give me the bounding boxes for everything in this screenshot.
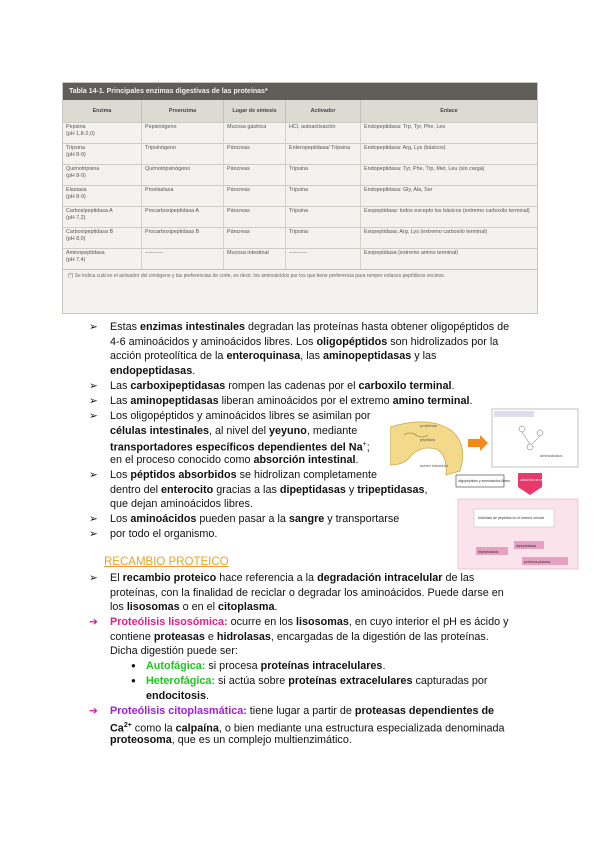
cell-proenzima: Tripsinógeno bbox=[142, 144, 224, 165]
box-mid-text: hidrólisis de péptidos en el interior celular bbox=[478, 516, 544, 520]
cell-activador: Tripsina bbox=[286, 228, 361, 249]
bullet-5-line-2: dentro del enterocito gracias a las dipeptidasas y tripeptidasas, bbox=[110, 483, 428, 496]
section-p1-line-2: proteínas, con la finalidad de reciclar o degradar los aminoácidos. Puede darse en bbox=[110, 586, 504, 599]
bullet-arrow-icon: ➢ bbox=[89, 395, 98, 407]
cell-activador: HCl, autoactivación bbox=[286, 123, 361, 144]
table-header: Activador bbox=[286, 100, 361, 123]
cell-enzima: Elastasa bbox=[66, 187, 87, 193]
cell-lugar: Mucosa intestinal bbox=[224, 249, 286, 270]
bullet-1-line-4: endopeptidasas. bbox=[110, 364, 196, 377]
cell-proenzima: Pepsinógeno bbox=[142, 123, 224, 144]
section-p2-line-1: Proteólisis lisosómica: ocurre en los lisosomas, en cuyo interior el pH es ácido y bbox=[110, 616, 509, 628]
cell-enlace: Endopeptidasa: Tyr, Phe, Trp, Met, Leu (sin carga) bbox=[361, 165, 538, 186]
cell-activador: ---------- bbox=[286, 249, 361, 270]
cell-ph: (pH 8,0) bbox=[66, 236, 86, 242]
bullet-arrow-icon: ➢ bbox=[89, 528, 98, 540]
cell-activador: Tripsina bbox=[286, 207, 361, 228]
cell-enzima: Pepsina bbox=[66, 124, 86, 130]
bullet-1-line-1: Estas enzimas intestinales degradan las proteínas hasta obtener oligopéptidos de bbox=[110, 321, 510, 333]
table-row bbox=[63, 123, 537, 144]
orange-arrow-icon bbox=[468, 435, 488, 451]
bullet-arrow-icon: ➢ bbox=[89, 321, 98, 333]
table-row bbox=[63, 207, 537, 228]
section-heading: RECAMBIO PROTEICO bbox=[104, 556, 229, 568]
table-header: Lugar de síntesis bbox=[224, 100, 286, 123]
bullet-arrow-icon: ➢ bbox=[89, 572, 98, 584]
cell-activador: Enteropeptidasa/ Tripsina bbox=[286, 144, 361, 165]
cell-enlace: Endopeptidasa: Trp, Tyr, Phe, Leu bbox=[361, 123, 538, 144]
table-footnote: (*) Se indica cuál es el activador del cimógeno y las preferencias de corte, es decir, los aminoácidos por los que tiene preferencia para romper enlaces peptídicos vecinos. bbox=[63, 269, 537, 283]
diagram-label-b: péptidos bbox=[420, 437, 436, 442]
bullet-arrow-icon: ➢ bbox=[89, 513, 98, 525]
bullet-arrow-icon: ➢ bbox=[89, 469, 98, 481]
cell-ph: (pH 8-9) bbox=[66, 173, 86, 179]
cell-enzima: Aminopeptidasa bbox=[66, 250, 105, 256]
table-header: Proenzima bbox=[142, 100, 224, 123]
section-p3-line-3: proteosoma, que es un complejo multienzimático. bbox=[110, 734, 352, 747]
cell-enzima: Carboxipeptidasa A bbox=[66, 208, 113, 214]
cell-proenzima: Procarboxipeptidasa A bbox=[142, 207, 224, 228]
cell-lugar: Páncreas bbox=[224, 207, 286, 228]
bullet-arrow-icon: ➢ bbox=[89, 410, 98, 422]
bullet-1-line-2: 4-6 aminoácidos y aminoácidos libres. Los oligopéptidos son hidrolizados por la bbox=[110, 335, 499, 348]
enzyme-table bbox=[63, 100, 537, 269]
bullet-4-line-1: Los oligopéptidos y aminoácidos libres se asimilan por bbox=[110, 410, 371, 422]
section-p2-line-3: Dicha digestión puede ser: bbox=[110, 645, 238, 658]
cell-enzima: Quimotripsina bbox=[66, 166, 100, 172]
cell-lugar: Mucosa gástrica bbox=[224, 123, 286, 144]
dot-bullet-icon: ● bbox=[131, 661, 136, 670]
cell-activador: Tripsina bbox=[286, 186, 361, 207]
section-sub1: Autofágica: si procesa proteínas intracelulares. bbox=[146, 660, 386, 672]
bullet-4-line-2: células intestinales, al nivel del yeyuno, mediante bbox=[110, 424, 358, 437]
bullet-6-line-2: por todo el organismo. bbox=[110, 528, 218, 540]
diagram-label-lumen: lumen intestinal bbox=[420, 463, 448, 468]
protein-absorption-diagram bbox=[390, 405, 580, 571]
bullet-5-line-3: que dejan aminoácidos libres. bbox=[110, 498, 253, 511]
cell-proenzima: Proelastasa bbox=[142, 186, 224, 207]
cell-proenzima: Quimotripsinógeno bbox=[142, 165, 224, 186]
section-sub2-line-2: endocitosis. bbox=[146, 689, 209, 702]
cell-ph: (pH 1,8-2,0) bbox=[66, 131, 95, 137]
table-header: Enlace bbox=[361, 100, 538, 123]
section-p1-line-3: los lisosomas o en el citoplasma. bbox=[110, 601, 278, 614]
table-row bbox=[63, 144, 537, 165]
cell-ph: (pH 7,4) bbox=[66, 257, 86, 263]
cell-lugar: Páncreas bbox=[224, 228, 286, 249]
bullet-5-line-1: Los péptidos absorbidos se hidrolizan completamente bbox=[110, 469, 378, 481]
table-row bbox=[63, 228, 537, 249]
table-row bbox=[63, 165, 537, 186]
bullet-3: Las aminopeptidasas liberan aminoácidos por el extremo amino terminal. bbox=[110, 395, 473, 407]
cell-lugar: Páncreas bbox=[224, 186, 286, 207]
panel-header bbox=[494, 411, 534, 417]
section-p3-line-2: $Ca^{2+}$ como la calpaína, o bien mediante una estructura especializada denominada bbox=[110, 721, 505, 735]
table-header: Enzima bbox=[63, 100, 142, 123]
enzyme-table-image bbox=[62, 82, 538, 314]
bullet-4-line-4: en el proceso conocido como absorción intestinal. bbox=[110, 453, 359, 466]
cell-enlace: Exopeptidasa (extremo amino terminal) bbox=[361, 249, 538, 270]
cell-proenzima: ---------- bbox=[142, 249, 224, 270]
cell-proenzima: Procarboxipeptidasa B bbox=[142, 228, 224, 249]
table-row bbox=[63, 186, 537, 207]
dot-bullet-icon: ● bbox=[131, 676, 136, 685]
bullet-4-line-3: transportadores específicos dependientes del Na+; bbox=[110, 441, 370, 454]
cell-enzima: Tripsina bbox=[66, 145, 85, 151]
cell-enlace: Endopeptidasa: Arg, Lys (básicos) bbox=[361, 144, 538, 165]
cell-activador: Tripsina bbox=[286, 165, 361, 186]
tag-dipeptidasas-text: dipeptidasas bbox=[516, 544, 537, 548]
cell-ph: (pH 8-9) bbox=[66, 194, 86, 200]
section-p2-line-2: contiene proteasas e hidrolasas, encargadas de la digestión de las proteínas. bbox=[110, 630, 489, 643]
cell-lugar: Páncreas bbox=[224, 144, 286, 165]
tag-tripeptidasas-text: tripeptidasas bbox=[478, 550, 499, 554]
pink-arrow-box bbox=[518, 473, 542, 495]
table-caption: Tabla 14-1. Principales enzimas digestivas de las proteínas* bbox=[63, 83, 537, 100]
bullet-1-line-3: acción proteolítica de la enteroquinasa, las aminopeptidasas y las bbox=[110, 350, 437, 363]
cell-enlace: Endopeptidasa: Gly, Ala, Ser bbox=[361, 186, 538, 207]
box-top-left-text: oligopéptidos y aminoácidos libres bbox=[458, 479, 510, 483]
table-row bbox=[63, 249, 537, 270]
diagram-label-a: proteínas bbox=[420, 423, 437, 428]
box-top-right-text: absorción en enterocito bbox=[520, 478, 556, 482]
cell-ph: (pH 8-9) bbox=[66, 152, 86, 158]
cell-enlace: Exopeptidasa: todos excepto los básicos (extremo carboxilo terminal) bbox=[361, 207, 538, 228]
magenta-arrow-icon: ➔ bbox=[89, 616, 98, 628]
cell-lugar: Páncreas bbox=[224, 165, 286, 186]
cell-enlace: Exopeptidasa: Arg, Lys (extremo carboxilo terminal) bbox=[361, 228, 538, 249]
tag-proteina-text: proteína-plasma bbox=[524, 560, 550, 564]
cell-enzima: Carboxipeptidasa B bbox=[66, 229, 114, 235]
bullet-2: Las carboxipeptidasas rompen las cadenas por el carboxilo terminal. bbox=[110, 380, 455, 392]
section-sub2-line-1: Heterofágica: si actúa sobre proteínas extracelulares capturadas por bbox=[146, 675, 488, 687]
magenta-arrow-icon: ➔ bbox=[89, 705, 98, 717]
enterocyte-panel bbox=[492, 409, 578, 467]
cell-ph: (pH 7,2) bbox=[66, 215, 86, 221]
section-p3-line-1: Proteólisis citoplasmática: tiene lugar a partir de proteasas dependientes de bbox=[110, 705, 495, 717]
section-p1-line-1: El recambio proteico hace referencia a la degradación intracelular de las bbox=[110, 572, 475, 584]
bullet-arrow-icon: ➢ bbox=[89, 380, 98, 392]
bullet-6-line-1: Los aminoácidos pueden pasar a la sangre y transportarse bbox=[110, 513, 400, 525]
diagram-label-c: aminoácidos bbox=[540, 453, 563, 458]
